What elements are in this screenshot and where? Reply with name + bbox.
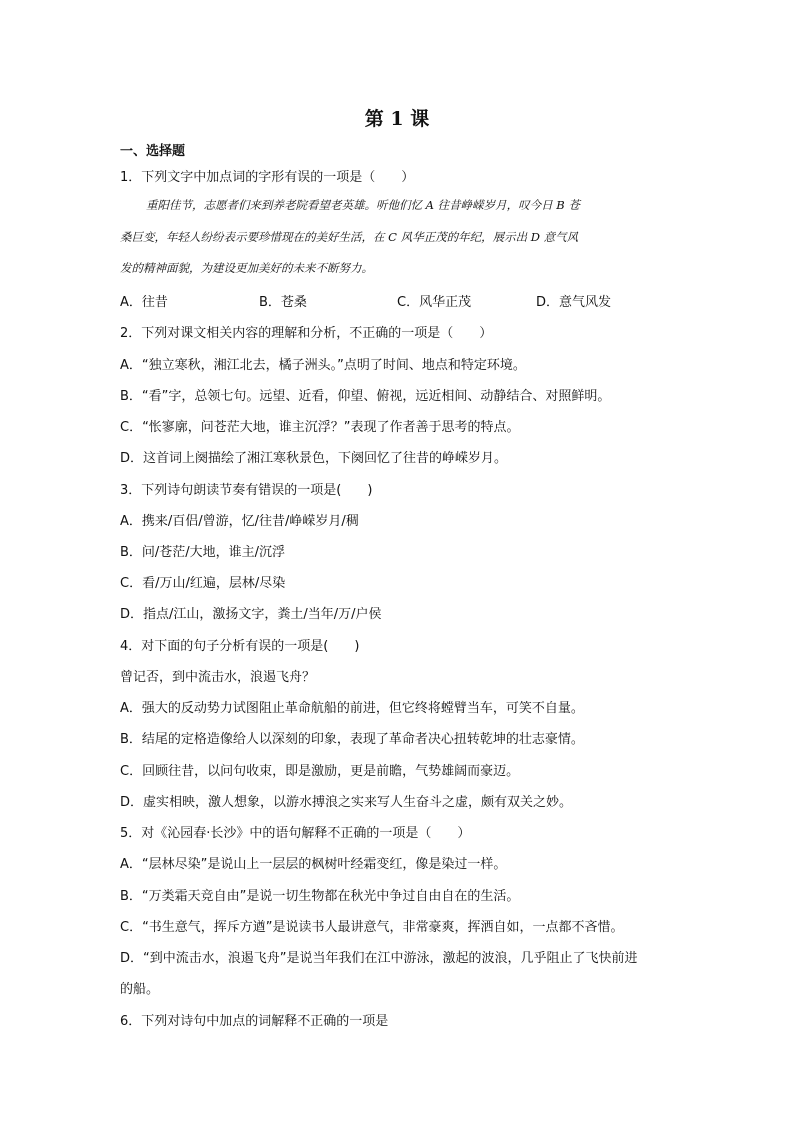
question-5-stem: 5．对《沁园春·长沙》中的语句解释不正确的一项是（ ） [120, 826, 471, 841]
question-1-passage-line-3: 发的精神面貌，为建设更加美好的未来不断努力。 [120, 261, 373, 275]
question-1-option-a: A．往昔 [120, 295, 168, 310]
question-6-stem: 6．下列对诗句中加点的词解释不正确的一项是 [120, 1014, 389, 1029]
question-1-stem: 1．下列文字中加点词的字形有误的一项是（ ） [120, 170, 415, 185]
question-3-option-d: D．指点/江山，激扬文字，粪土/当年/万/户侯 [120, 607, 382, 622]
section-heading: 一、选择题 [120, 144, 186, 159]
question-5-option-d: D．“到中流击水，浪遏飞舟”是说当年我们在江中游泳，激起的波浪，几乎阻止了飞快前进 [120, 951, 638, 966]
question-1-option-c: C．风华正茂 [397, 295, 472, 310]
question-1-option-d: D．意气风发 [536, 295, 612, 310]
question-4-option-c: C．回顾往昔，以问句收束，即是激励，更是前瞻，气势雄阔而豪迈。 [120, 764, 520, 779]
question-5-option-b: B．“万类霜天竞自由”是说一切生物都在秋光中争过自由自在的生活。 [120, 889, 520, 904]
question-4-option-b: B．结尾的定格造像给人以深刻的印象，表现了革命者决心扭转乾坤的壮志豪情。 [120, 732, 584, 747]
question-4-stem: 4．对下面的句子分析有误的一项是( ) [120, 639, 360, 654]
question-5-option-c: C．“书生意气，挥斥方遒”是说读书人最讲意气，非常豪爽，挥洒自如，一点都不吝惜。 [120, 920, 624, 935]
page-title: 第 1 课 [364, 108, 430, 130]
question-2-stem: 2．下列对课文相关内容的理解和分析，不正确的一项是（ ） [120, 326, 493, 341]
question-1-option-b: B．苍桑 [259, 295, 307, 310]
question-1-passage-line-1: 重阳佳节，志愿者们来到养老院看望老英雄。听他们忆 A 往昔峥嵘岁月，叹今日 B 苍 [146, 198, 580, 212]
question-2-option-c: C．“怅寥廓，问苍茫大地，谁主沉浮？”表现了作者善于思考的特点。 [120, 420, 520, 435]
question-2-option-d: D．这首词上阕描绘了湘江寒秋景色，下阕回忆了往昔的峥嵘岁月。 [120, 451, 508, 466]
question-4-option-d: D．虚实相映，激人想象，以游水搏浪之实来写人生奋斗之虚，颇有双关之妙。 [120, 795, 573, 810]
question-2-option-b: B．“看”字，总领七句。远望、近看，仰望、俯视，远近相间、动静结合、对照鲜明。 [120, 389, 611, 404]
question-5-option-a: A．“层林尽染”是说山上一层层的枫树叶经霜变红，像是染过一样。 [120, 857, 507, 872]
question-4-quote: 曾记否，到中流击水，浪遏飞舟？ [120, 670, 316, 685]
question-2-option-a: A．“独立寒秋，湘江北去，橘子洲头。”点明了时间、地点和特定环境。 [120, 358, 526, 373]
question-3-option-b: B．问/苍茫/大地，谁主/沉浮 [120, 545, 286, 560]
question-3-option-c: C．看/万山/红遍，层林/尽染 [120, 576, 286, 591]
question-5-option-d-continued: 的船。 [120, 982, 160, 997]
question-3-stem: 3．下列诗句朗读节奏有错误的一项是( ) [120, 483, 373, 498]
question-1-passage-line-2: 桑巨变，年轻人纷纷表示要珍惜现在的美好生活，在 C 风华正茂的年纪，展示出 D 意气风 [120, 230, 579, 244]
question-3-option-a: A．携来/百侣/曾游，忆/往昔/峥嵘岁月/稠 [120, 514, 359, 529]
question-4-option-a: A．强大的反动势力试图阻止革命航船的前进，但它终将螳臂当车，可笑不自量。 [120, 701, 584, 716]
